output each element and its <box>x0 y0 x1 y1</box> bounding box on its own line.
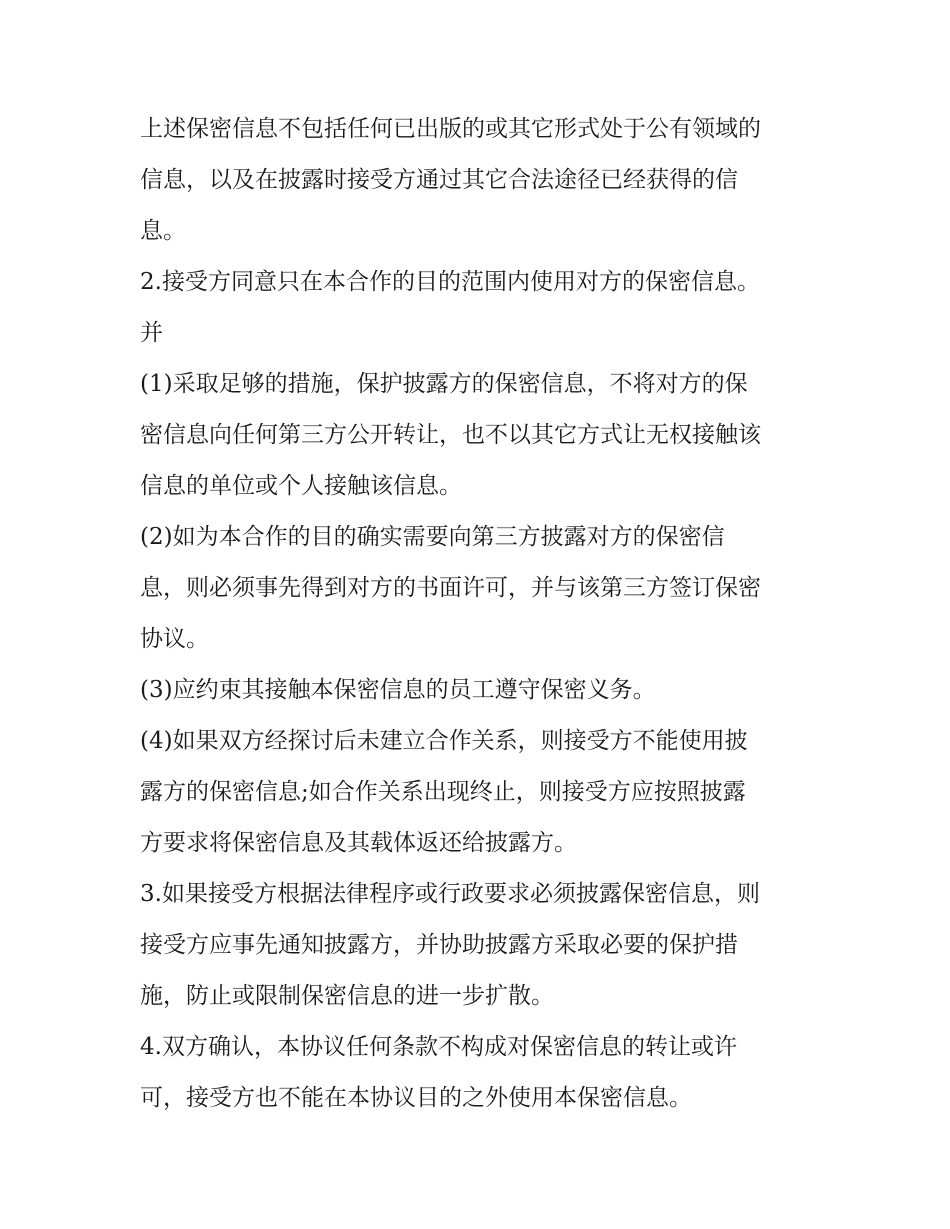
text-line: 施，防止或限制保密信息的进一步扩散。 <box>140 983 554 1009</box>
text-line: (1)采取足够的措施，保护披露方的保密信息，不将对方的保 <box>140 371 748 397</box>
text-line: 方要求将保密信息及其载体返还给披露方。 <box>140 830 577 856</box>
text-line: 信息，以及在披露时接受方通过其它合法途径已经获得的信 <box>140 167 738 193</box>
text-line: 协议。 <box>140 626 209 652</box>
text-line: 息，则必须事先得到对方的书面许可，并与该第三方签订保密 <box>140 575 761 601</box>
text-line: 密信息向任何第三方公开转让，也不以其它方式让无权接触该 <box>140 422 761 448</box>
text-line: 露方的保密信息;如合作关系出现终止，则接受方应按照披露 <box>140 779 746 805</box>
document-body <box>140 104 830 1124</box>
text-line: (3)应约束其接触本保密信息的员工遵守保密义务。 <box>140 677 656 703</box>
text-line: (2)如为本合作的目的确实需要向第三方披露对方的保密信 <box>140 524 725 550</box>
text-line: 信息的单位或个人接触该信息。 <box>140 473 462 499</box>
text-line: 上述保密信息不包括任何已出版的或其它形式处于公有领域的 <box>140 116 761 142</box>
text-line: 2.接受方同意只在本合作的目的范围内使用对方的保密信息。 <box>140 269 760 295</box>
text-line: 息。 <box>140 218 186 244</box>
text-line: 3.如果接受方根据法律程序或行政要求必须披露保密信息，则 <box>140 881 760 907</box>
text-line: 可，接受方也不能在本协议目的之外使用本保密信息。 <box>140 1085 692 1111</box>
text-line: 接受方应事先通知披露方，并协助披露方采取必要的保护措 <box>140 932 738 958</box>
text-line: 并 <box>140 320 163 346</box>
text-line: (4)如果双方经探讨后未建立合作关系，则接受方不能使用披 <box>140 728 748 754</box>
text-line: 4.双方确认，本协议任何条款不构成对保密信息的转让或许 <box>140 1034 737 1060</box>
